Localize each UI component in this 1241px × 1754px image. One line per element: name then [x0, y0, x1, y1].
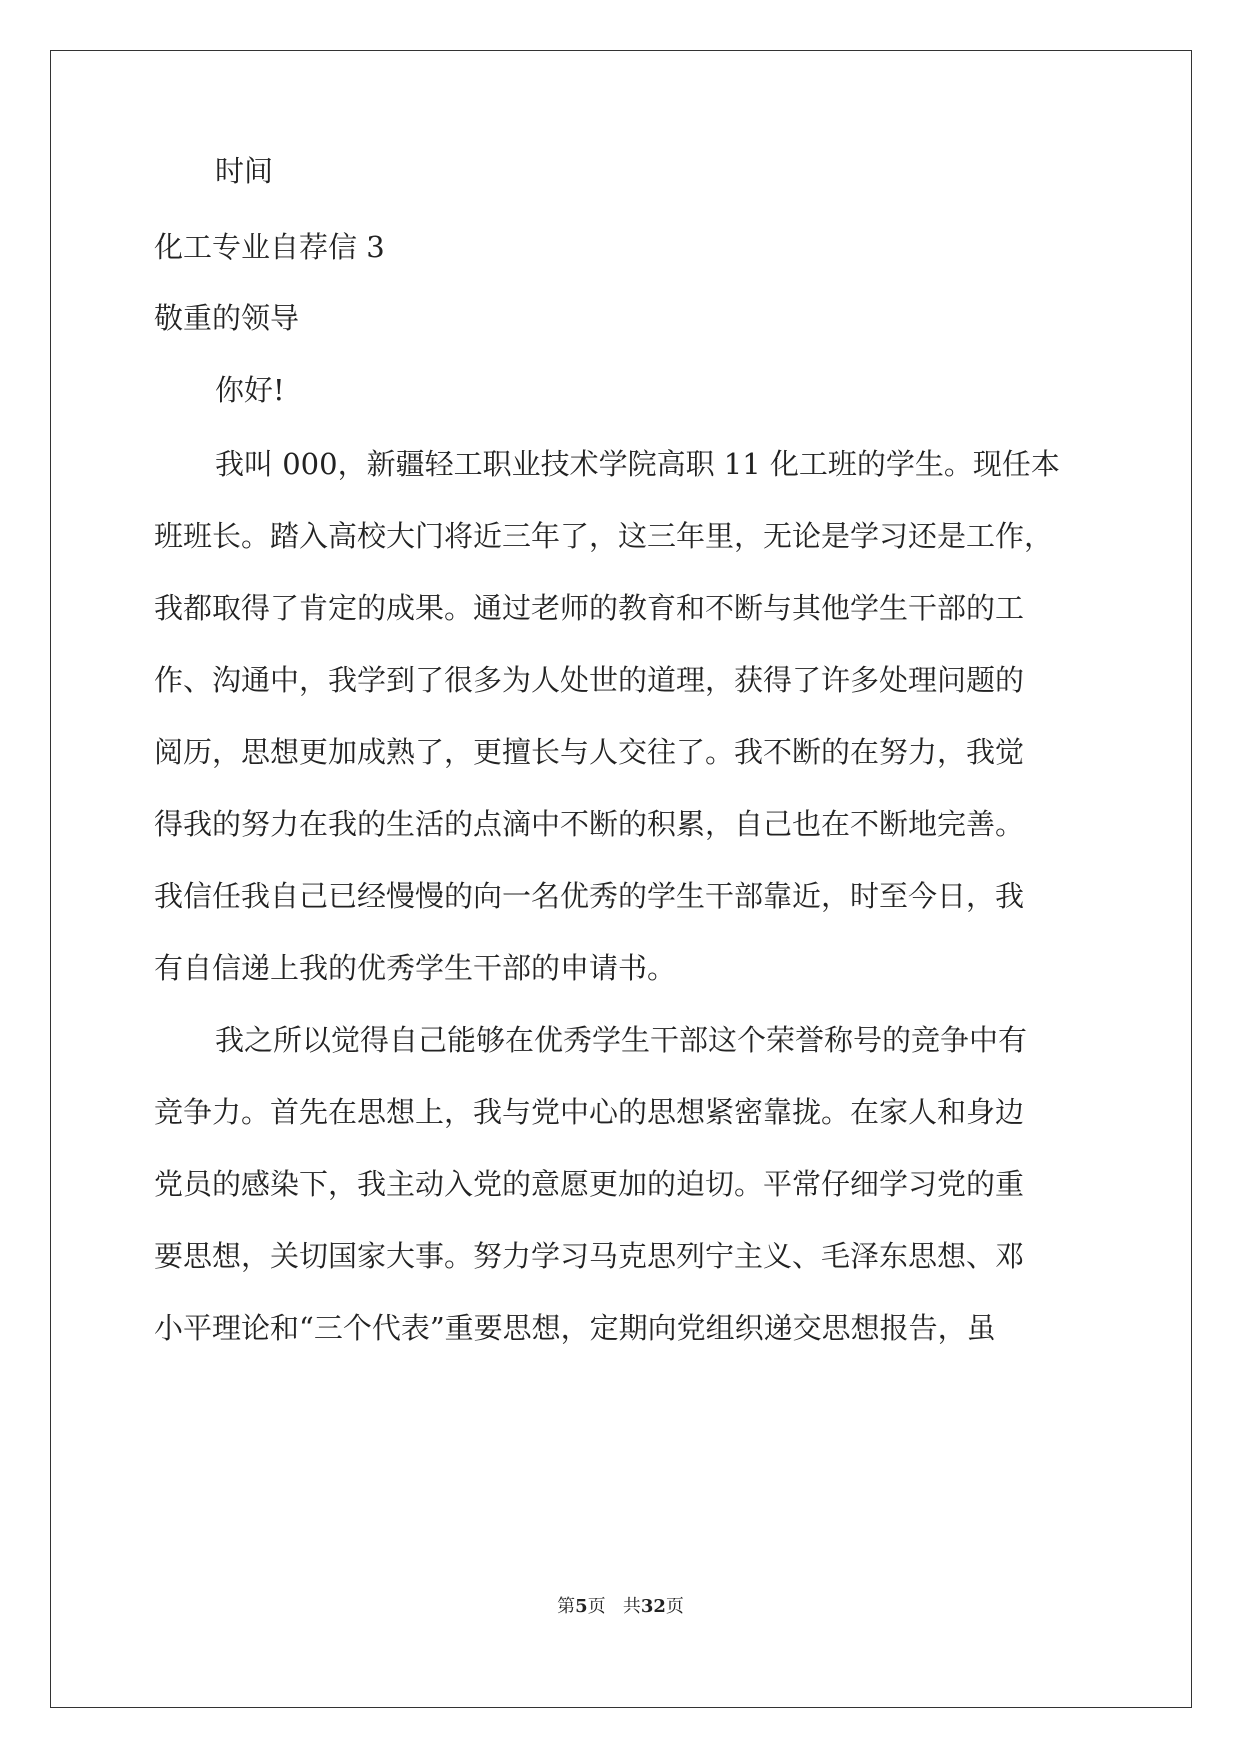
footer-prefix: 第 [557, 1596, 576, 1617]
text-line-time: 时间 [215, 154, 274, 188]
paragraph-line: 我信任我自己已经慢慢的向一名优秀的学生干部靠近，时至今日，我 [154, 879, 1025, 913]
total-page-count: 32 [640, 1596, 666, 1617]
footer-total-unit: 页 [665, 1596, 684, 1617]
current-page-number: 5 [575, 1596, 588, 1617]
page-footer [0, 1595, 1241, 1619]
greeting: 你好! [215, 373, 285, 407]
footer-total-prefix: 共 [622, 1596, 641, 1617]
footer-page-unit: 页 [587, 1596, 606, 1617]
paragraph-line: 班班长。踏入高校大门将近三年了，这三年里，无论是学习还是工作， [154, 519, 1054, 553]
paragraph-line: 我之所以觉得自己能够在优秀学生干部这个荣誉称号的竞争中有 [215, 1023, 1028, 1057]
paragraph-line: 小平理论和“三个代表”重要思想，定期向党组织递交思想报告，虽 [154, 1311, 996, 1345]
paragraph-line: 我叫 000，新疆轻工职业技术学院高职 11 化工班的学生。现任本 [215, 447, 1060, 481]
paragraph-line: 有自信递上我的优秀学生干部的申请书。 [154, 951, 677, 985]
paragraph-line: 得我的努力在我的生活的点滴中不断的积累，自己也在不断地完善。 [154, 807, 1025, 841]
paragraph-line: 我都取得了肯定的成果。通过老师的教育和不断与其他学生干部的工 [154, 591, 1025, 625]
section-heading: 化工专业自荐信 3 [154, 230, 385, 264]
paragraph-line: 作、沟通中，我学到了很多为人处世的道理，获得了许多处理问题的 [154, 663, 1025, 697]
paragraph-line: 阅历，思想更加成熟了，更擅长与人交往了。我不断的在努力，我觉 [154, 735, 1025, 769]
paragraph-line: 竞争力。首先在思想上，我与党中心的思想紧密靠拢。在家人和身边 [154, 1095, 1025, 1129]
paragraph-line: 党员的感染下，我主动入党的意愿更加的迫切。平常仔细学习党的重 [154, 1167, 1025, 1201]
paragraph-line: 要思想，关切国家大事。努力学习马克思列宁主义、毛泽东思想、邓 [154, 1239, 1025, 1273]
salutation: 敬重的领导 [154, 301, 300, 335]
